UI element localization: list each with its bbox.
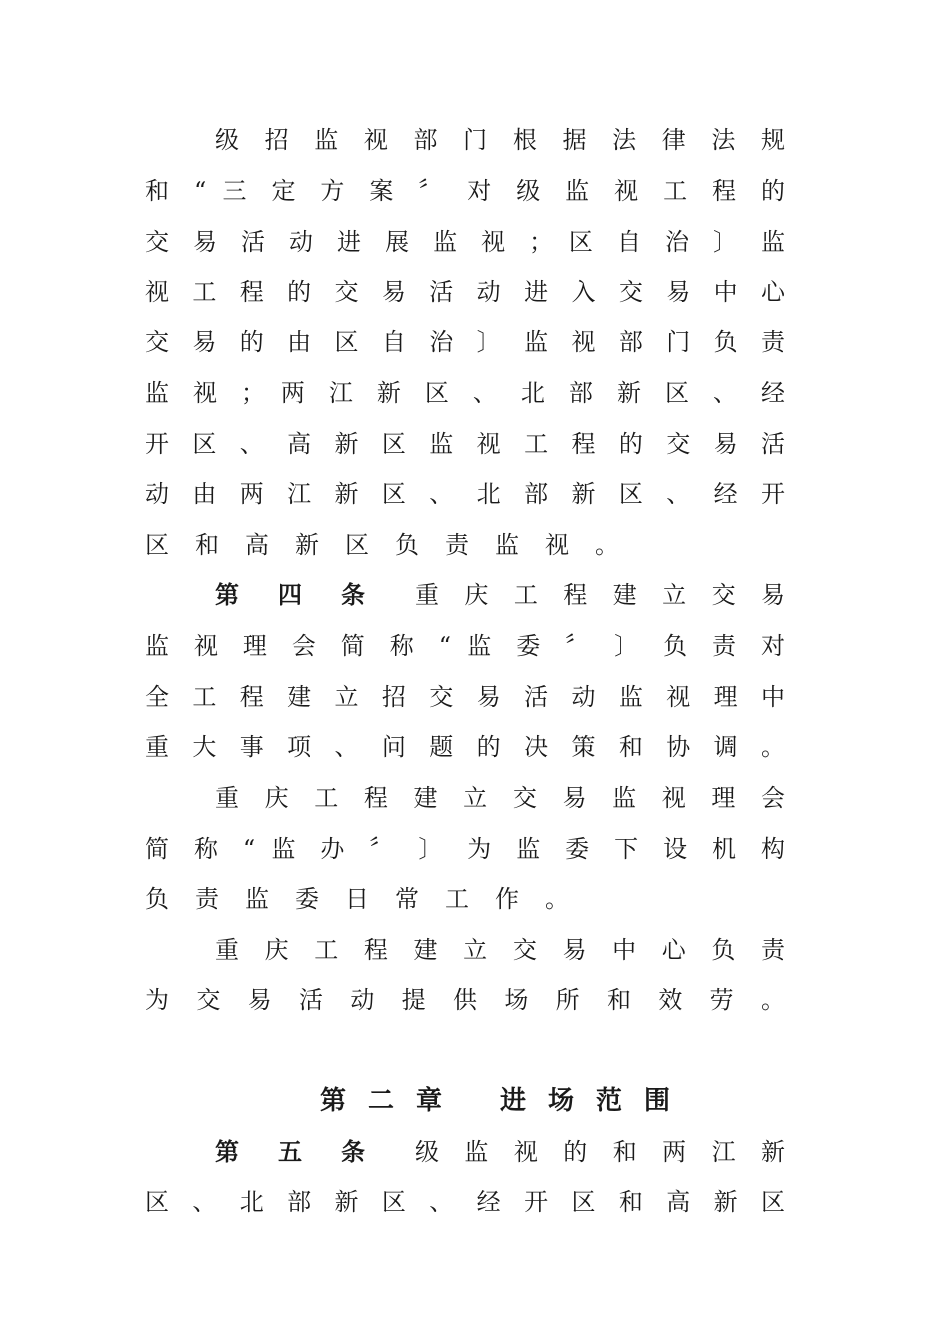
- chapter-title: 进场范围: [500, 1086, 693, 1116]
- body-text-line: 级 招 监 视 部 门 根 据 法 律 法 规: [215, 126, 785, 154]
- body-text-line: 监 视 理 会 简 称 “ 监 委 〞 〕 负 责 对: [145, 632, 785, 660]
- body-text-line: 监 视 ； 两 江 新 区 、 北 部 新 区 、 经: [145, 379, 785, 407]
- article-heading: 第 四 条: [215, 580, 365, 609]
- body-text-line: 负责监委日常工作。: [145, 885, 595, 913]
- chapter-heading: [320, 1079, 693, 1123]
- body-text-line: 重 庆 工 程 建 立 交 易: [415, 581, 785, 609]
- body-text-line: 为 交 易 活 动 提 供 场 所 和 效 劳 。: [145, 986, 785, 1014]
- body-text-line: 开 区 、 高 新 区 监 视 工 程 的 交 易 活: [145, 430, 785, 458]
- body-text-line: 简 称 “ 监 办 〞 〕 为 监 委 下 设 机 构: [145, 835, 785, 863]
- body-text-line: 区和高新区负责监视。: [145, 531, 645, 559]
- body-text-line: 重 庆 工 程 建 立 交 易 监 视 理 会: [215, 784, 785, 812]
- article-heading: 第 五 条: [215, 1137, 365, 1166]
- body-text-line: 级 监 视 的 和 两 江 新: [415, 1138, 785, 1166]
- body-text-line: 重 大 事 项 、 问 题 的 决 策 和 协 调 。: [145, 733, 785, 761]
- body-text-line: 全 工 程 建 立 招 交 易 活 动 监 视 理 中: [145, 683, 785, 711]
- chapter-number: 第二章: [320, 1086, 465, 1116]
- body-text-line: 区 、 北 部 新 区 、 经 开 区 和 高 新 区: [145, 1188, 785, 1216]
- body-text-line: 和 “ 三 定 方 案 〞 对 级 监 视 工 程 的: [145, 177, 785, 205]
- body-text-line: 重 庆 工 程 建 立 交 易 中 心 负 责: [215, 936, 785, 964]
- body-text-line: 动 由 两 江 新 区 、 北 部 新 区 、 经 开: [145, 480, 785, 508]
- body-text-line: 视 工 程 的 交 易 活 动 进 入 交 易 中 心: [145, 278, 785, 306]
- body-text-line: 交 易 活 动 进 展 监 视 ； 区 自 治 〕 监: [145, 228, 785, 256]
- body-text-line: 交 易 的 由 区 自 治 〕 监 视 部 门 负 责: [145, 328, 785, 356]
